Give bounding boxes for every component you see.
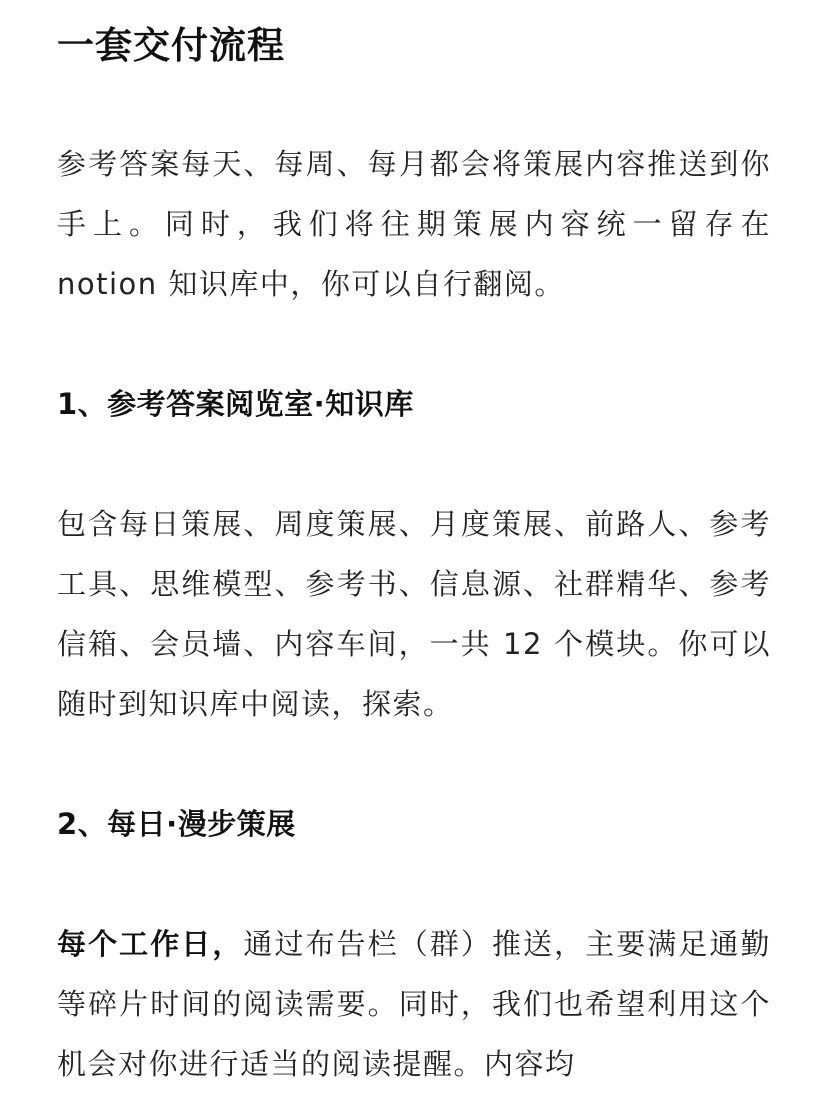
knowledge-base-paragraph: 包含每日策展、周度策展、月度策展、前路人、参考工具、思维模型、参考书、信息源、社群精华、参考信箱、会员墙、内容车间，一共 12 个模块。你可以随时到知识库中阅读，探索。 (57, 507, 771, 721)
daily-curation-text: 通过布告栏（群）推送，主要满足通勤等碎片时间的阅读需要。同时，我们也希望利用这个机会对你进行适当的阅读提醒。内容均 (57, 927, 771, 1081)
emphasis-text: 每个工作日， (57, 927, 244, 961)
intro-paragraph: 参考答案每天、每周、每月都会将策展内容推送到你手上。同时，我们将往期策展内容统一留存在 notion 知识库中，你可以自行翻阅。 (57, 147, 771, 301)
page-title: 一套交付流程 (57, 24, 285, 67)
daily-curation-paragraph (57, 914, 771, 1094)
section-heading-knowledge-base: 1、参考答案阅览室·知识库 (57, 387, 414, 421)
section-heading-daily-curation: 2、每日·漫步策展 (57, 807, 296, 841)
